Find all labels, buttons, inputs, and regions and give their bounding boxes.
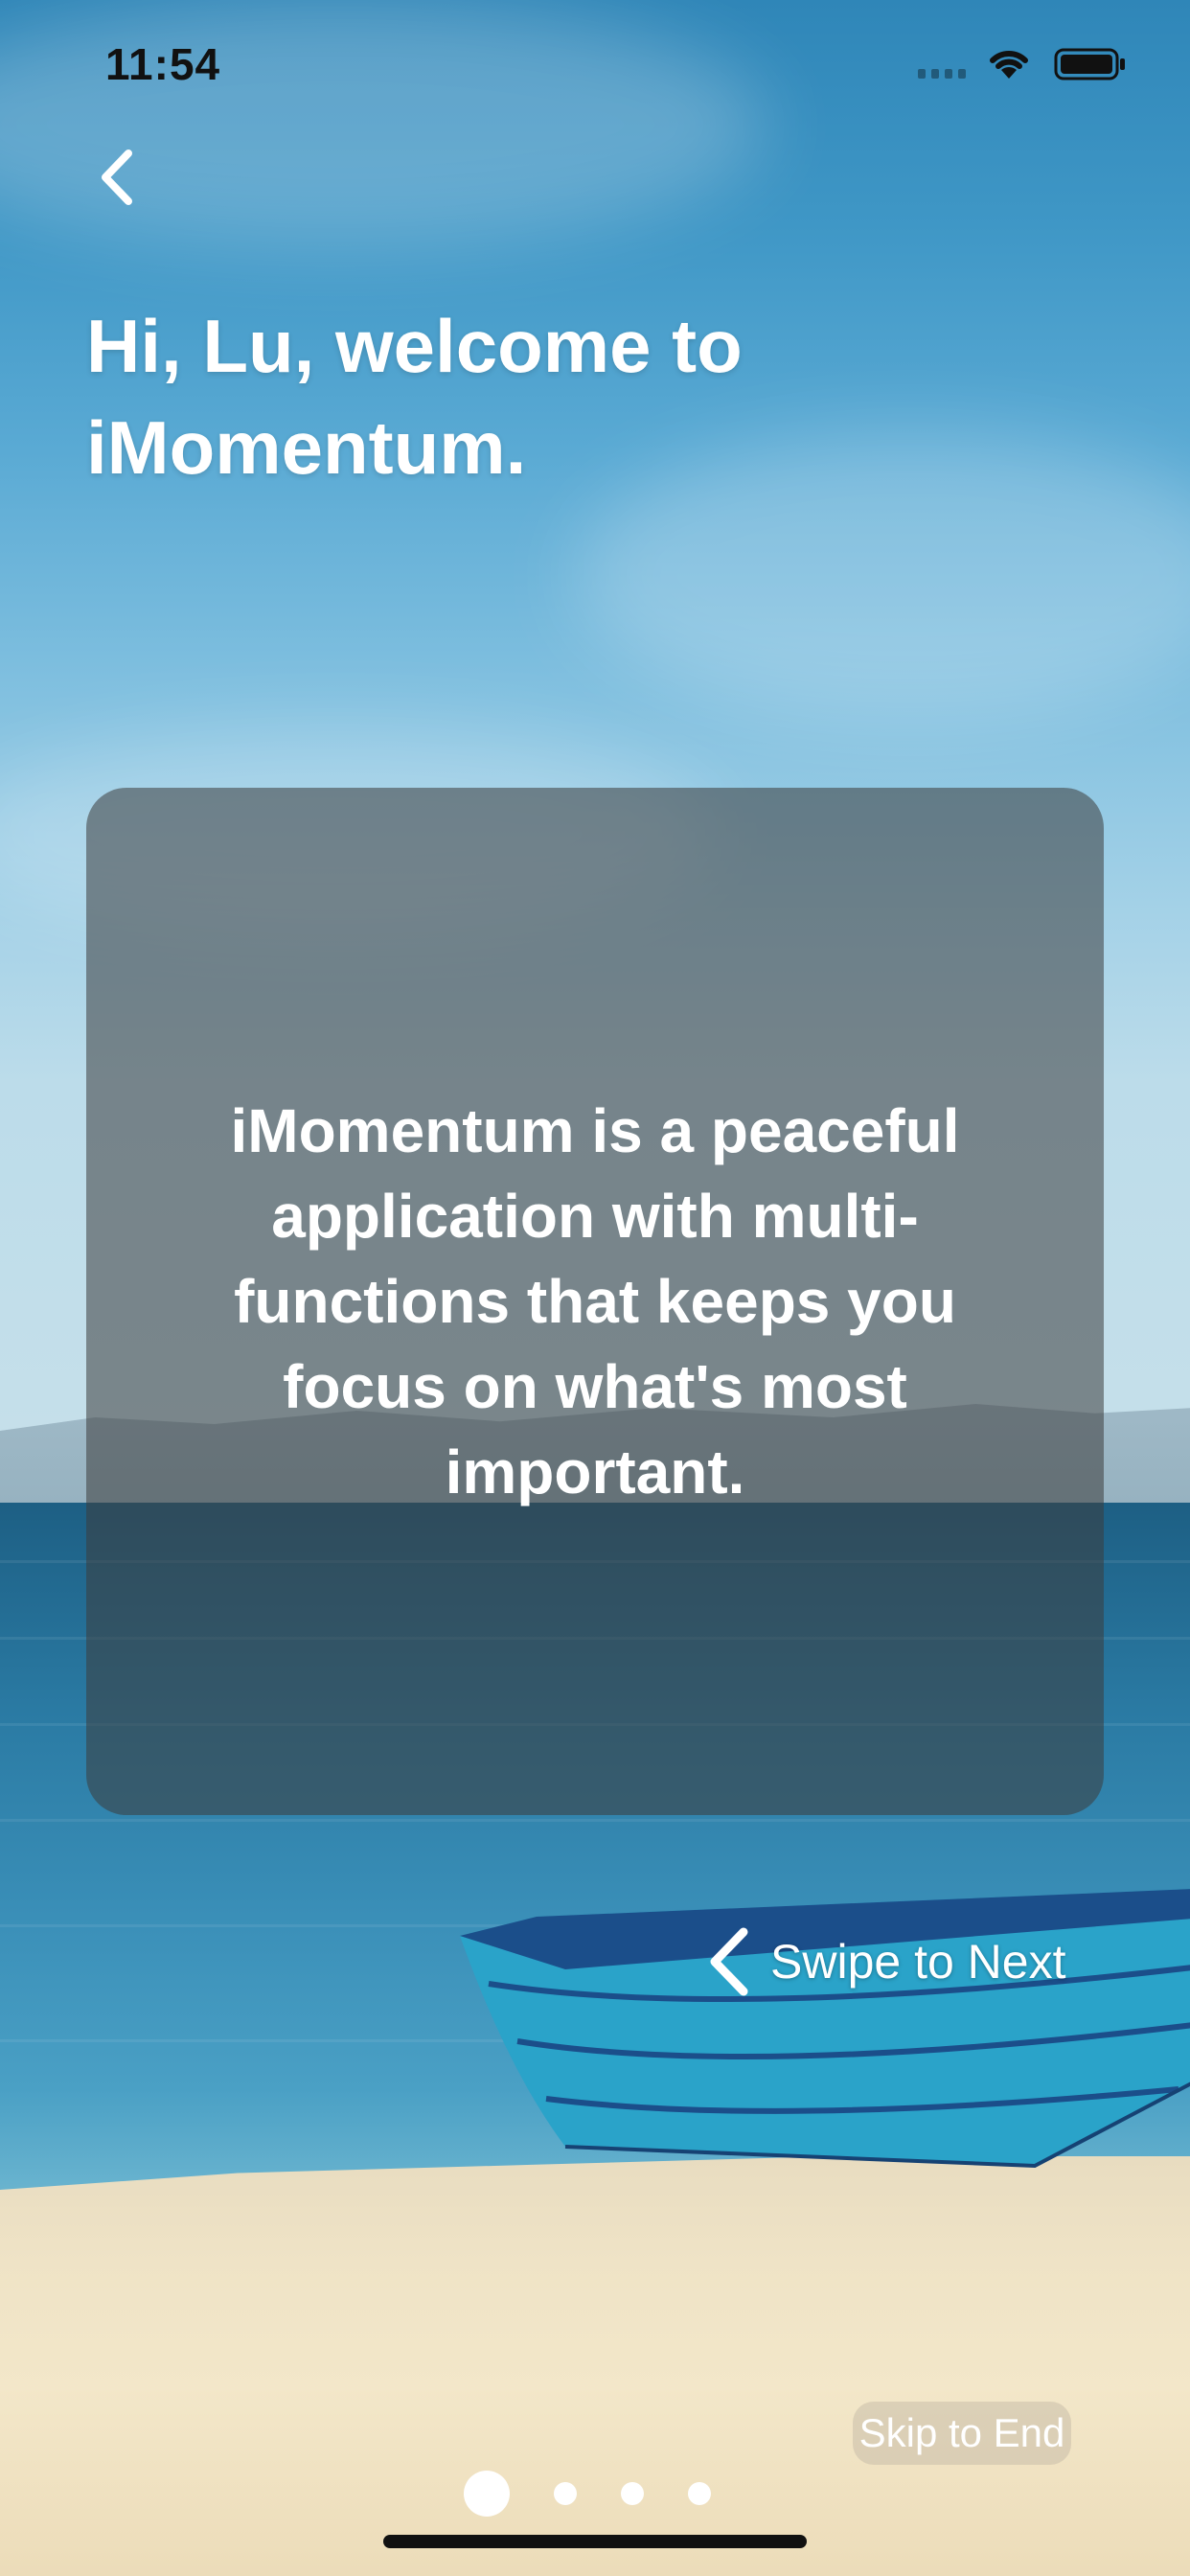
- page-indicator[interactable]: [464, 2471, 711, 2517]
- boat: [450, 1878, 1190, 2185]
- wifi-icon: [987, 44, 1031, 82]
- back-chevron-icon[interactable]: [92, 144, 149, 211]
- skip-to-end-button[interactable]: Skip to End: [853, 2402, 1071, 2465]
- home-indicator[interactable]: [383, 2535, 807, 2548]
- battery-icon: [1054, 48, 1127, 80]
- intro-text: iMomentum is a peaceful application with multi-functions that keeps you focus on what's most important.: [230, 1095, 960, 1506]
- intro-card: [86, 788, 1104, 1815]
- chevron-left-icon: [705, 1926, 753, 1997]
- welcome-title: Hi, Lu, welcome to iMomentum.: [86, 304, 743, 490]
- swipe-to-next-hint[interactable]: [705, 1926, 1065, 1997]
- page-dot-4[interactable]: [688, 2482, 711, 2505]
- swipe-label: Swipe to Next: [770, 1935, 1066, 1989]
- status-bar: [0, 0, 1190, 126]
- page-dot-2[interactable]: [554, 2482, 577, 2505]
- cellular-signal-icon: [918, 69, 966, 79]
- status-time: 11:54: [105, 39, 221, 89]
- page-dot-3[interactable]: [621, 2482, 644, 2505]
- page-dot-1[interactable]: [464, 2471, 510, 2517]
